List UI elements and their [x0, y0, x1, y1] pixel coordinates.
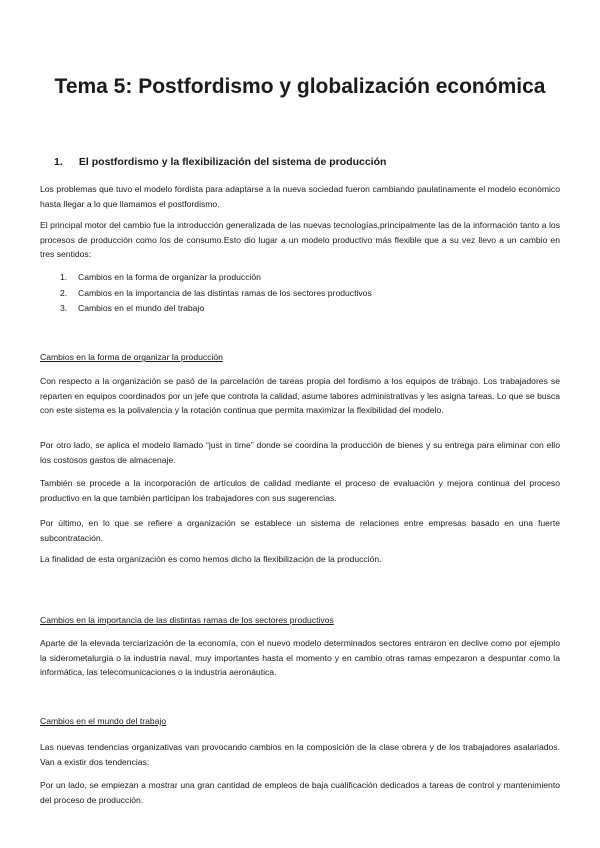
- paragraph: La finalidad de esta organización es como hemos dicho la flexibilización de la producción.: [40, 554, 382, 564]
- section-number: 1.: [54, 156, 63, 168]
- list-item-number: 2.: [60, 287, 68, 298]
- paragraph: Los problemas que tuvo el modelo fordista para adaptarse a la nueva sociedad fueron cambiando paulatinamente el modelo económico hasta llegar a lo que llamamos el postfordismo.: [40, 184, 560, 209]
- numbered-list: [40, 270, 560, 317]
- paragraph: Por otro lado, se aplica el modelo llamado “just in time” donde se coordina la producción de bienes y su entrega para eliminar con ello los costosos gastos de almacenaje.: [40, 440, 560, 465]
- list-item: [40, 301, 560, 317]
- paragraph: El principal motor del cambio fue la introducción generalizada de las nuevas tecnologías,principalmente las de la información tanto a los procesos de producción como los de consumo.Esto dio lugar a un modelo productivo más flexible que a su vez llevo a un cambio en tres sentidos:: [40, 220, 560, 259]
- paragraph: Por último, en lo que se refiere a organización se establece un sistema de relaciones entre empresas basado en una fuerte subcontratación.: [40, 518, 560, 543]
- section-heading: [40, 156, 560, 168]
- paragraph: Con respecto a la organización se pasó de la parcelación de tareas propia del fordismo a los equipos de trabajo. Los trabajadores se reparten en equipos coordinados por un jefe que controla la calidad, asume labores administrativas y les asigna tareas. Lo que se busca con este sistema es la polivalencia y la rotación continua que permita maximizar la flexibilidad del modelo.: [40, 376, 560, 415]
- paragraph: Las nuevas tendencias organizativas van provocando cambios en la composición de la clase obrera y de los trabajadores asalariados. Van a existir dos tendencias:: [40, 742, 560, 767]
- subsection-heading: Cambios en el mundo del trabajo: [40, 716, 167, 726]
- paragraph: Por un lado, se empiezan a mostrar una gran cantidad de empleos de baja cualificación dedicados a tareas de control y mantenimiento del proceso de producción.: [40, 780, 560, 805]
- page-title: Tema 5: Postfordismo y globalización económica: [54, 75, 546, 98]
- paragraph: Aparte de la elevada terciarización de la economía, con el nuevo modelo determinados sectores entraron en declive como por ejemplo la siderometalurgia o la industria naval, muy importantes hasta el momento y en cambio otras ramas empezaron a despuntar como la informática, las telecomunicaciones o la industria aeronáutica.: [40, 638, 560, 677]
- list-item-text: Cambios en el mundo del trabajo: [78, 303, 205, 313]
- list-item-text: Cambios en la importancia de las distintas ramas de los sectores productivos: [78, 287, 372, 298]
- list-item-number: 3.: [60, 303, 68, 313]
- section-title: El postfordismo y la flexibilización del sistema de producción: [78, 156, 387, 168]
- subsection-heading: Cambios en la importancia de las distintas ramas de los sectores productivos: [40, 615, 334, 625]
- list-item: [40, 286, 560, 302]
- list-item: [40, 270, 560, 286]
- list-item-number: 1.: [60, 272, 68, 282]
- list-item-text: Cambios en la forma de organizar la producción: [78, 272, 261, 282]
- paragraph: También se procede a la incorporación de artículos de calidad mediante el proceso de evaluación y mejora continua del proceso productivo en la que también participan los trabajadores con sus sugerencias.: [40, 478, 560, 503]
- subsection-heading: Cambios en la forma de organizar la producción: [40, 352, 223, 362]
